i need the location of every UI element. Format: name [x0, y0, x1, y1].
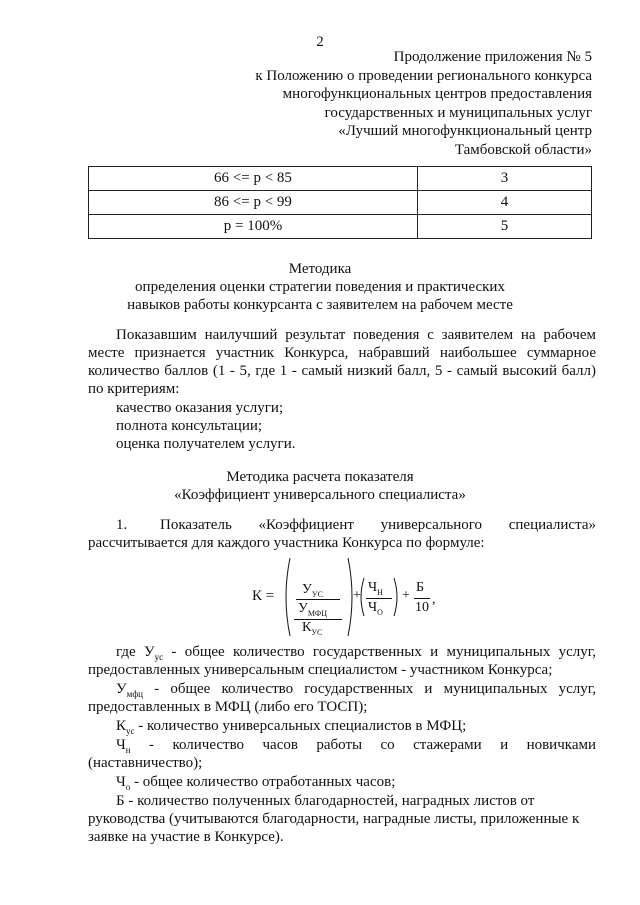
definition-line: (наставничество);	[88, 755, 203, 771]
inner-fraction-bar	[296, 599, 340, 600]
definition-line: руководства (учитываются благодарности, наградные листы, приложенные к	[88, 811, 580, 827]
b-fraction-bar	[414, 598, 430, 599]
definition-line: $Ч_о$ - общее количество отработанных часов;	[116, 774, 396, 792]
definition-line: $Ч_н$ - количество часов работы со стажерами и новичками	[116, 737, 596, 755]
hours-fraction-bar	[366, 598, 392, 599]
definition-line: заявке на участие в Конкурсе).	[88, 829, 284, 845]
b-numerator: Б	[416, 580, 425, 595]
item-text: рассчитывается для каждого участника Конкурса по формуле:	[88, 535, 485, 551]
methodology-paragraph: Показавшим наилучший результат поведения с заявителем на рабочем месте признается участник Конкурса, набравший наибольшее суммарное количество баллов (1 - 5, где 1 - самый низкий балл, 5 - самый высокий балл) по критериям:	[88, 327, 596, 397]
table-row	[89, 167, 592, 191]
ch-n: $Ч_Н$	[368, 580, 383, 597]
header-line: «Лучший многофункциональный центр	[338, 123, 592, 139]
range-cell: p = 100%	[89, 215, 418, 239]
table-row	[89, 191, 592, 215]
calc-title: Методика расчета показателя	[226, 469, 414, 485]
k-us: $К_{УС}$	[302, 620, 323, 637]
formula-brackets	[252, 556, 452, 638]
score-cell: 3	[418, 167, 592, 191]
methodology-title: Методика	[288, 261, 352, 277]
definition-line: $К_{ус}$ - количество универсальных специалистов в МФЦ;	[116, 718, 467, 736]
range-cell: 66 <= p < 85	[89, 167, 418, 191]
criterion-item: оценка получателем услуги.	[116, 436, 296, 452]
item-number: 1.	[116, 517, 128, 533]
header-line: Тамбовской области»	[454, 141, 592, 158]
criterion-item: полнота консультации;	[116, 418, 263, 434]
score-table	[88, 166, 592, 239]
formula-lhs: К =	[252, 588, 275, 604]
definition-line: предоставленных в МФЦ (либо его ТОСП);	[88, 699, 368, 715]
table-row	[89, 215, 592, 239]
header-line: к Положению о проведении регионального конкурса	[255, 67, 592, 84]
ch-o: $Ч_О$	[368, 600, 383, 617]
plus-sign: +	[402, 588, 410, 603]
score-cell: 5	[418, 215, 592, 239]
header-line: Продолжение приложения № 5	[393, 49, 592, 65]
appendix-header	[255, 48, 592, 159]
definition-line: где $У_{ус}$ - общее количество государственных и муниципальных услуг,	[116, 644, 596, 662]
page-number: 2	[316, 34, 324, 50]
formula	[252, 556, 452, 638]
criterion-item: качество оказания услуги;	[116, 400, 284, 416]
u-mfc: $У_{МФЦ}$	[298, 601, 328, 618]
calc-subtitle: «Коэффициент универсального специалиста»	[174, 487, 466, 503]
u-us: $У_{УС}$	[302, 582, 323, 599]
definition-line: Б - количество полученных благодарностей, наградных листов от	[116, 793, 535, 809]
range-cell: 86 <= p < 99	[89, 191, 418, 215]
methodology-subtitle: определения оценки стратегии поведения и практических	[135, 279, 505, 295]
score-cell: 4	[418, 191, 592, 215]
header-line: государственных и муниципальных услуг	[324, 104, 592, 121]
plus-sign: +	[353, 588, 361, 603]
methodology-subtitle: навыков работы конкурсанта с заявителем на рабочем месте	[127, 297, 513, 313]
item-text: Показатель «Коэффициент универсального специалиста»	[160, 517, 596, 533]
definition-line: $У_{мфц}$ - общее количество государственных и муниципальных услуг,	[116, 681, 596, 699]
ten-denominator: 10	[415, 600, 429, 615]
formula-comma: ,	[432, 592, 436, 607]
definition-line: предоставленных универсальным специалистом - участником Конкурса;	[88, 662, 553, 678]
header-line: многофункциональных центров предоставления	[282, 86, 592, 102]
